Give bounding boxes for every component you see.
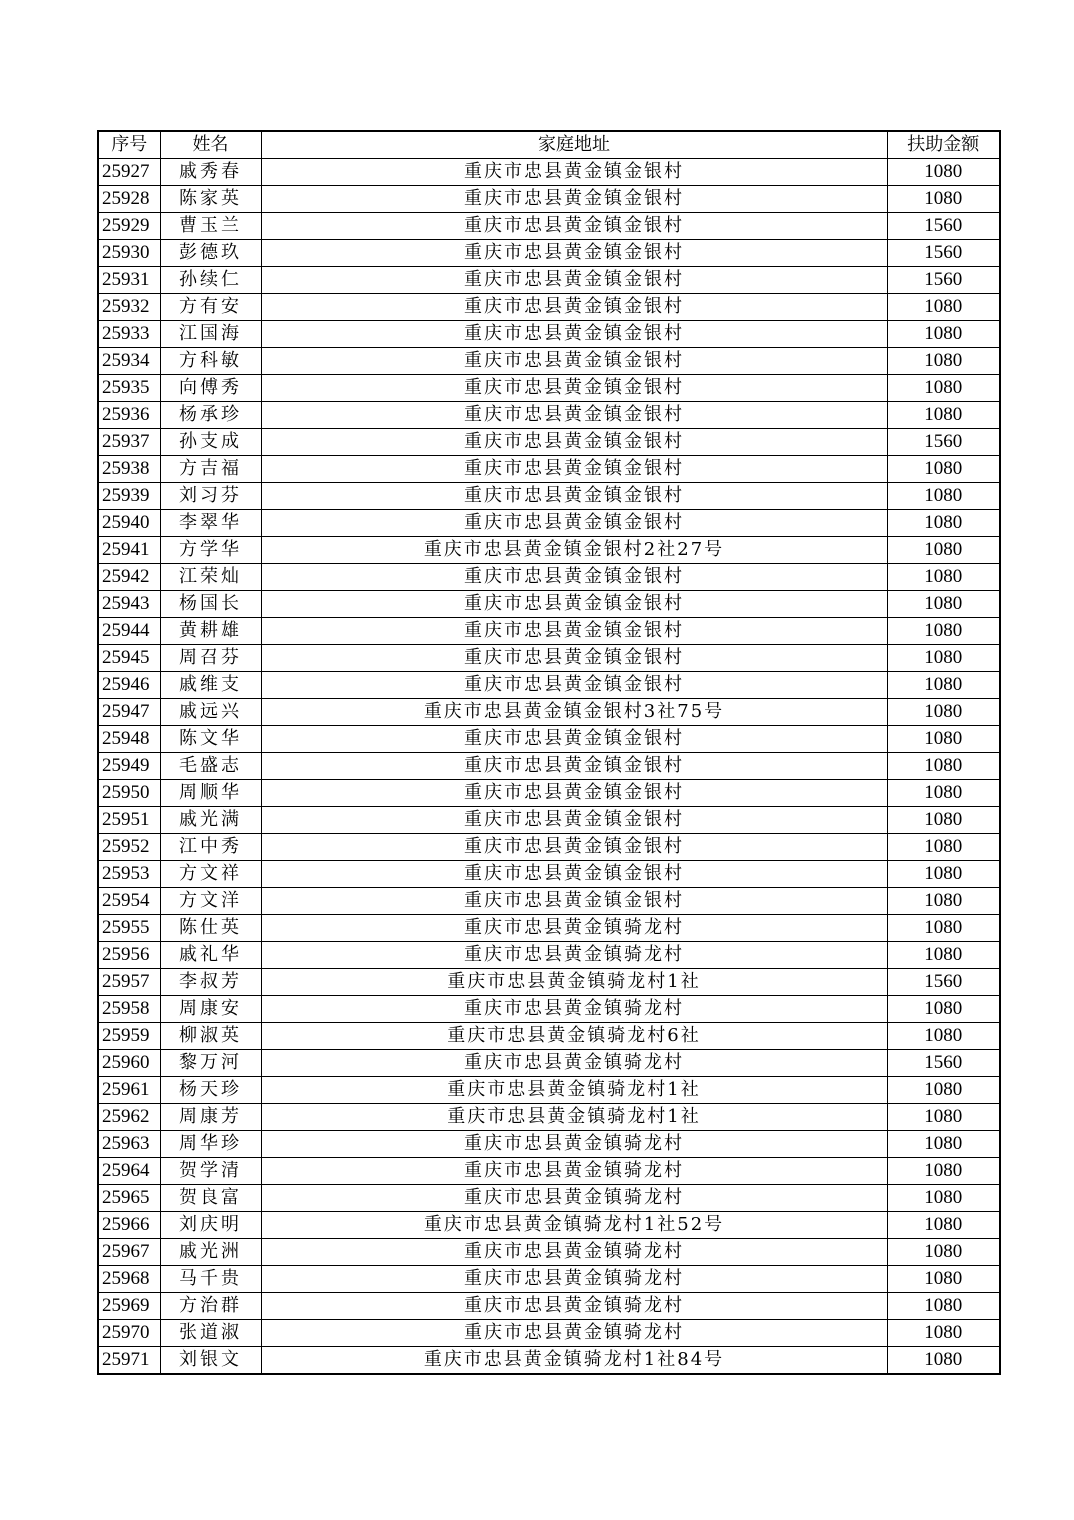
cell-amount: 1080 — [887, 1077, 1000, 1104]
cell-seq: 25934 — [98, 348, 160, 375]
cell-name: 马千贵 — [160, 1266, 261, 1293]
cell-address: 重庆市忠县黄金镇骑龙村 — [261, 996, 887, 1023]
cell-address: 重庆市忠县黄金镇金银村 — [261, 483, 887, 510]
cell-amount: 1080 — [887, 888, 1000, 915]
table-body — [98, 159, 1000, 1375]
cell-name: 李翠华 — [160, 510, 261, 537]
cell-name: 刘庆明 — [160, 1212, 261, 1239]
cell-seq: 25944 — [98, 618, 160, 645]
table-row — [98, 213, 1000, 240]
cell-name: 杨天珍 — [160, 1077, 261, 1104]
cell-name: 周召芬 — [160, 645, 261, 672]
cell-seq: 25951 — [98, 807, 160, 834]
cell-seq: 25971 — [98, 1347, 160, 1375]
cell-address: 重庆市忠县黄金镇金银村 — [261, 375, 887, 402]
table-row — [98, 834, 1000, 861]
table-row — [98, 915, 1000, 942]
cell-address: 重庆市忠县黄金镇骑龙村 — [261, 1185, 887, 1212]
cell-amount: 1080 — [887, 537, 1000, 564]
cell-name: 彭德玖 — [160, 240, 261, 267]
cell-address: 重庆市忠县黄金镇金银村 — [261, 456, 887, 483]
cell-name: 方学华 — [160, 537, 261, 564]
cell-amount: 1560 — [887, 267, 1000, 294]
cell-amount: 1080 — [887, 1104, 1000, 1131]
table-row — [98, 591, 1000, 618]
cell-address: 重庆市忠县黄金镇骑龙村1社 — [261, 1077, 887, 1104]
cell-seq: 25939 — [98, 483, 160, 510]
cell-address: 重庆市忠县黄金镇金银村 — [261, 159, 887, 186]
header-name: 姓名 — [160, 131, 261, 159]
table-row — [98, 240, 1000, 267]
cell-name: 方吉福 — [160, 456, 261, 483]
cell-amount: 1080 — [887, 753, 1000, 780]
cell-name: 刘习芬 — [160, 483, 261, 510]
cell-seq: 25959 — [98, 1023, 160, 1050]
table-row — [98, 780, 1000, 807]
cell-address: 重庆市忠县黄金镇金银村 — [261, 645, 887, 672]
cell-amount: 1080 — [887, 645, 1000, 672]
table-row — [98, 321, 1000, 348]
table-row — [98, 1158, 1000, 1185]
document-page — [97, 130, 999, 1375]
cell-address: 重庆市忠县黄金镇金银村 — [261, 186, 887, 213]
cell-amount: 1080 — [887, 726, 1000, 753]
cell-address: 重庆市忠县黄金镇金银村 — [261, 213, 887, 240]
cell-seq: 25956 — [98, 942, 160, 969]
cell-seq: 25960 — [98, 1050, 160, 1077]
cell-seq: 25969 — [98, 1293, 160, 1320]
cell-amount: 1560 — [887, 213, 1000, 240]
cell-address: 重庆市忠县黄金镇金银村 — [261, 240, 887, 267]
cell-amount: 1080 — [887, 1185, 1000, 1212]
cell-address: 重庆市忠县黄金镇金银村 — [261, 564, 887, 591]
cell-name: 刘银文 — [160, 1347, 261, 1375]
cell-amount: 1080 — [887, 834, 1000, 861]
cell-amount: 1080 — [887, 348, 1000, 375]
cell-seq: 25931 — [98, 267, 160, 294]
cell-amount: 1080 — [887, 402, 1000, 429]
table-row — [98, 456, 1000, 483]
cell-amount: 1080 — [887, 861, 1000, 888]
cell-name: 柳淑英 — [160, 1023, 261, 1050]
table-row — [98, 942, 1000, 969]
cell-name: 张道淑 — [160, 1320, 261, 1347]
cell-seq: 25947 — [98, 699, 160, 726]
cell-seq: 25970 — [98, 1320, 160, 1347]
cell-address: 重庆市忠县黄金镇金银村 — [261, 294, 887, 321]
cell-amount: 1080 — [887, 1212, 1000, 1239]
cell-amount: 1080 — [887, 996, 1000, 1023]
table-row — [98, 1023, 1000, 1050]
cell-name: 戚远兴 — [160, 699, 261, 726]
cell-address: 重庆市忠县黄金镇金银村 — [261, 402, 887, 429]
table-row — [98, 807, 1000, 834]
cell-amount: 1080 — [887, 1320, 1000, 1347]
cell-name: 江国海 — [160, 321, 261, 348]
cell-address: 重庆市忠县黄金镇金银村 — [261, 267, 887, 294]
cell-seq: 25964 — [98, 1158, 160, 1185]
cell-amount: 1080 — [887, 942, 1000, 969]
cell-address: 重庆市忠县黄金镇金银村 — [261, 618, 887, 645]
cell-seq: 25967 — [98, 1239, 160, 1266]
cell-address: 重庆市忠县黄金镇金银村 — [261, 726, 887, 753]
cell-name: 方有安 — [160, 294, 261, 321]
cell-name: 孙续仁 — [160, 267, 261, 294]
cell-amount: 1080 — [887, 1239, 1000, 1266]
cell-name: 黄耕雄 — [160, 618, 261, 645]
table-row — [98, 969, 1000, 996]
table-row — [98, 1293, 1000, 1320]
cell-seq: 25942 — [98, 564, 160, 591]
cell-address: 重庆市忠县黄金镇金银村 — [261, 753, 887, 780]
cell-seq: 25950 — [98, 780, 160, 807]
table-row — [98, 699, 1000, 726]
cell-address: 重庆市忠县黄金镇金银村 — [261, 429, 887, 456]
cell-seq: 25933 — [98, 321, 160, 348]
cell-amount: 1080 — [887, 564, 1000, 591]
cell-seq: 25943 — [98, 591, 160, 618]
cell-seq: 25963 — [98, 1131, 160, 1158]
cell-name: 杨承珍 — [160, 402, 261, 429]
cell-seq: 25958 — [98, 996, 160, 1023]
table-row — [98, 645, 1000, 672]
table-row — [98, 861, 1000, 888]
header-amount: 扶助金额 — [887, 131, 1000, 159]
table-row — [98, 1131, 1000, 1158]
table-row — [98, 186, 1000, 213]
cell-seq: 25962 — [98, 1104, 160, 1131]
cell-name: 戚光洲 — [160, 1239, 261, 1266]
cell-address: 重庆市忠县黄金镇骑龙村 — [261, 942, 887, 969]
assistance-table — [97, 130, 1001, 1375]
cell-name: 江中秀 — [160, 834, 261, 861]
table-row — [98, 1239, 1000, 1266]
cell-address: 重庆市忠县黄金镇骑龙村 — [261, 1266, 887, 1293]
cell-address: 重庆市忠县黄金镇金银村 — [261, 348, 887, 375]
cell-amount: 1080 — [887, 807, 1000, 834]
table-row — [98, 294, 1000, 321]
cell-amount: 1560 — [887, 969, 1000, 996]
cell-seq: 25968 — [98, 1266, 160, 1293]
cell-address: 重庆市忠县黄金镇骑龙村 — [261, 1050, 887, 1077]
cell-name: 杨国长 — [160, 591, 261, 618]
table-row — [98, 1266, 1000, 1293]
cell-amount: 1080 — [887, 1158, 1000, 1185]
cell-seq: 25957 — [98, 969, 160, 996]
cell-address: 重庆市忠县黄金镇金银村 — [261, 591, 887, 618]
cell-address: 重庆市忠县黄金镇骑龙村1社 — [261, 969, 887, 996]
table-row — [98, 267, 1000, 294]
cell-amount: 1080 — [887, 1293, 1000, 1320]
cell-address: 重庆市忠县黄金镇骑龙村 — [261, 1293, 887, 1320]
cell-amount: 1560 — [887, 1050, 1000, 1077]
table-row — [98, 888, 1000, 915]
cell-amount: 1080 — [887, 915, 1000, 942]
cell-amount: 1080 — [887, 672, 1000, 699]
cell-name: 陈家英 — [160, 186, 261, 213]
cell-seq: 25938 — [98, 456, 160, 483]
cell-name: 江荣灿 — [160, 564, 261, 591]
cell-name: 曹玉兰 — [160, 213, 261, 240]
cell-amount: 1080 — [887, 699, 1000, 726]
cell-amount: 1080 — [887, 456, 1000, 483]
table-row — [98, 1185, 1000, 1212]
table-row — [98, 537, 1000, 564]
table-row — [98, 996, 1000, 1023]
cell-seq: 25935 — [98, 375, 160, 402]
cell-seq: 25954 — [98, 888, 160, 915]
cell-seq: 25961 — [98, 1077, 160, 1104]
cell-name: 黎万河 — [160, 1050, 261, 1077]
cell-address: 重庆市忠县黄金镇骑龙村1社52号 — [261, 1212, 887, 1239]
cell-seq: 25946 — [98, 672, 160, 699]
table-row — [98, 1050, 1000, 1077]
cell-address: 重庆市忠县黄金镇骑龙村6社 — [261, 1023, 887, 1050]
table-row — [98, 1212, 1000, 1239]
cell-address: 重庆市忠县黄金镇骑龙村 — [261, 1131, 887, 1158]
cell-seq: 25965 — [98, 1185, 160, 1212]
cell-amount: 1080 — [887, 510, 1000, 537]
cell-seq: 25948 — [98, 726, 160, 753]
cell-seq: 25953 — [98, 861, 160, 888]
cell-name: 周康安 — [160, 996, 261, 1023]
cell-address: 重庆市忠县黄金镇骑龙村 — [261, 1239, 887, 1266]
table-row — [98, 510, 1000, 537]
cell-seq: 25955 — [98, 915, 160, 942]
cell-address: 重庆市忠县黄金镇金银村 — [261, 861, 887, 888]
cell-name: 戚秀春 — [160, 159, 261, 186]
table-row — [98, 429, 1000, 456]
cell-address: 重庆市忠县黄金镇骑龙村 — [261, 1158, 887, 1185]
cell-seq: 25966 — [98, 1212, 160, 1239]
table-row — [98, 402, 1000, 429]
cell-address: 重庆市忠县黄金镇金银村 — [261, 888, 887, 915]
table-header — [98, 131, 1000, 159]
cell-seq: 25930 — [98, 240, 160, 267]
cell-seq: 25949 — [98, 753, 160, 780]
cell-seq: 25932 — [98, 294, 160, 321]
table-row — [98, 564, 1000, 591]
cell-name: 戚礼华 — [160, 942, 261, 969]
cell-amount: 1080 — [887, 375, 1000, 402]
cell-amount: 1080 — [887, 321, 1000, 348]
cell-address: 重庆市忠县黄金镇骑龙村 — [261, 915, 887, 942]
cell-name: 方治群 — [160, 1293, 261, 1320]
table-row — [98, 483, 1000, 510]
cell-seq: 25929 — [98, 213, 160, 240]
table-row — [98, 375, 1000, 402]
cell-name: 陈文华 — [160, 726, 261, 753]
header-address: 家庭地址 — [261, 131, 887, 159]
table-row — [98, 1320, 1000, 1347]
cell-address: 重庆市忠县黄金镇金银村 — [261, 672, 887, 699]
table-row — [98, 348, 1000, 375]
cell-address: 重庆市忠县黄金镇金银村3社75号 — [261, 699, 887, 726]
cell-name: 方文洋 — [160, 888, 261, 915]
cell-seq: 25945 — [98, 645, 160, 672]
cell-name: 贺学清 — [160, 1158, 261, 1185]
cell-name: 李叔芳 — [160, 969, 261, 996]
cell-name: 戚光满 — [160, 807, 261, 834]
table-row — [98, 1077, 1000, 1104]
cell-seq: 25937 — [98, 429, 160, 456]
cell-amount: 1080 — [887, 1266, 1000, 1293]
cell-name: 孙支成 — [160, 429, 261, 456]
cell-seq: 25928 — [98, 186, 160, 213]
cell-amount: 1080 — [887, 618, 1000, 645]
cell-seq: 25952 — [98, 834, 160, 861]
table-row — [98, 159, 1000, 186]
cell-seq: 25936 — [98, 402, 160, 429]
cell-amount: 1080 — [887, 159, 1000, 186]
cell-name: 方科敏 — [160, 348, 261, 375]
cell-name: 方文祥 — [160, 861, 261, 888]
cell-seq: 25927 — [98, 159, 160, 186]
cell-amount: 1080 — [887, 1023, 1000, 1050]
table-row — [98, 726, 1000, 753]
cell-name: 陈仕英 — [160, 915, 261, 942]
table-row — [98, 618, 1000, 645]
cell-amount: 1080 — [887, 186, 1000, 213]
cell-amount: 1080 — [887, 483, 1000, 510]
cell-name: 周华珍 — [160, 1131, 261, 1158]
table-row — [98, 672, 1000, 699]
cell-address: 重庆市忠县黄金镇金银村 — [261, 780, 887, 807]
cell-seq: 25941 — [98, 537, 160, 564]
cell-address: 重庆市忠县黄金镇金银村 — [261, 834, 887, 861]
cell-address: 重庆市忠县黄金镇金银村2社27号 — [261, 537, 887, 564]
table-row — [98, 753, 1000, 780]
cell-name: 周康芳 — [160, 1104, 261, 1131]
cell-address: 重庆市忠县黄金镇金银村 — [261, 321, 887, 348]
cell-seq: 25940 — [98, 510, 160, 537]
cell-amount: 1080 — [887, 591, 1000, 618]
cell-address: 重庆市忠县黄金镇金银村 — [261, 807, 887, 834]
table-row — [98, 1347, 1000, 1375]
cell-amount: 1560 — [887, 429, 1000, 456]
cell-name: 向傅秀 — [160, 375, 261, 402]
header-seq: 序号 — [98, 131, 160, 159]
header-row — [98, 131, 1000, 159]
cell-amount: 1080 — [887, 1131, 1000, 1158]
table-row — [98, 1104, 1000, 1131]
cell-name: 毛盛志 — [160, 753, 261, 780]
cell-amount: 1560 — [887, 240, 1000, 267]
cell-address: 重庆市忠县黄金镇骑龙村1社84号 — [261, 1347, 887, 1375]
cell-address: 重庆市忠县黄金镇骑龙村1社 — [261, 1104, 887, 1131]
cell-address: 重庆市忠县黄金镇金银村 — [261, 510, 887, 537]
cell-amount: 1080 — [887, 780, 1000, 807]
cell-amount: 1080 — [887, 294, 1000, 321]
cell-name: 周顺华 — [160, 780, 261, 807]
cell-address: 重庆市忠县黄金镇骑龙村 — [261, 1320, 887, 1347]
cell-name: 贺良富 — [160, 1185, 261, 1212]
cell-name: 戚维支 — [160, 672, 261, 699]
cell-amount: 1080 — [887, 1347, 1000, 1375]
